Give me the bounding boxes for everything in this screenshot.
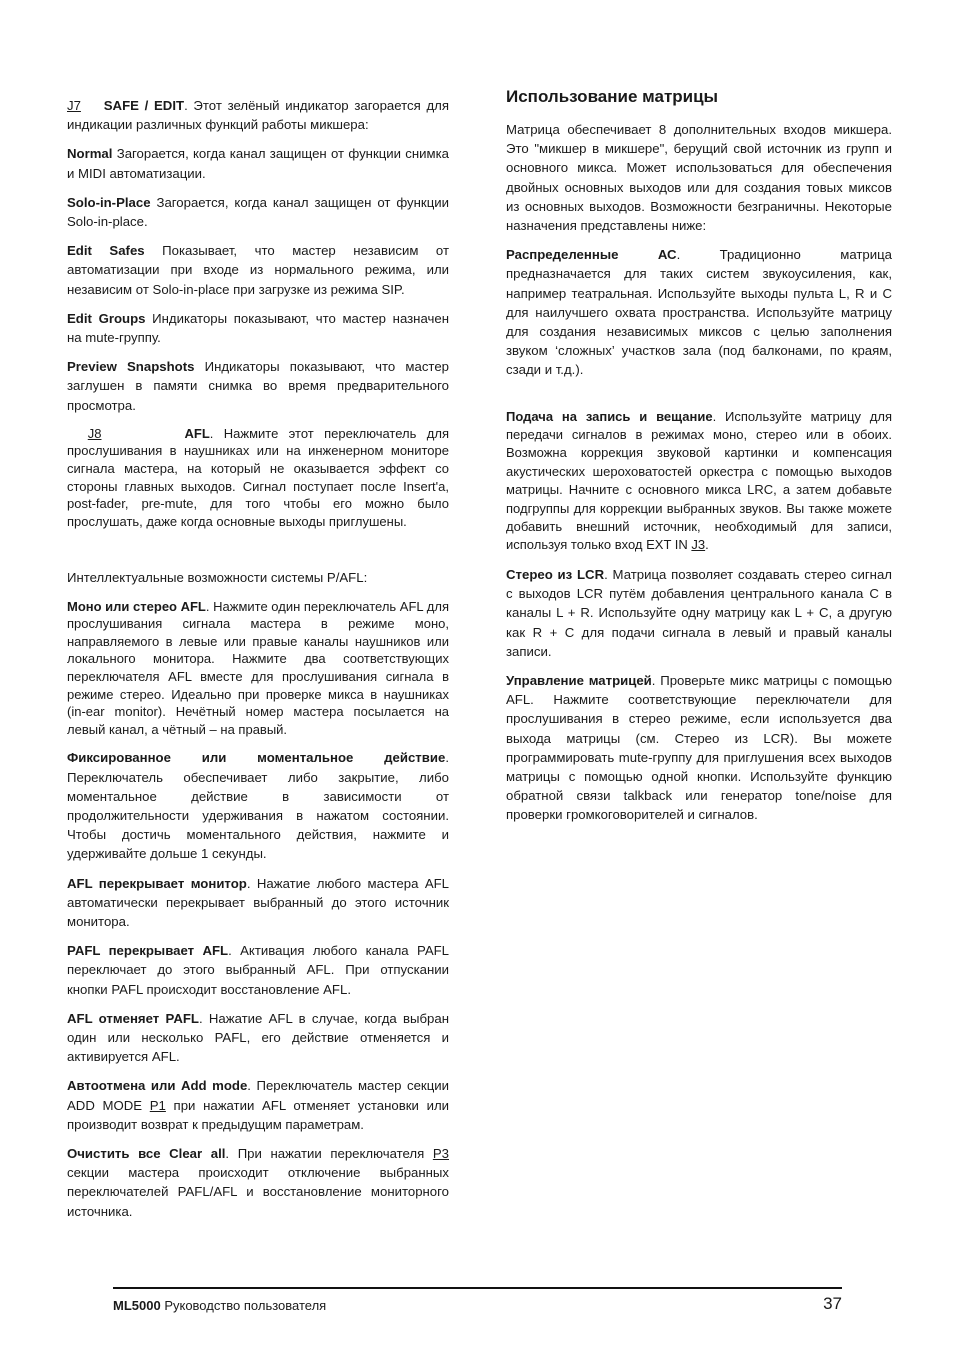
footer-model: ML5000 [113,1298,161,1313]
editgroups-paragraph [67,309,449,347]
clear-text-1: . При нажатии переключателя [225,1146,433,1162]
ctrl-paragraph [506,671,892,825]
j7-paragraph [67,96,449,134]
footer-manual-title: Руководство пользователя [160,1298,327,1313]
preview-title: Preview Snapshots [67,359,195,375]
addmode-paragraph [67,1076,449,1134]
fixed-text: . Переключатель обеспечивает либо закрытие, либо моментальное действие в зависимости от продолжительности удерживания в нажатом состоянии. Чтобы достичь моментального действия, нажмите и удерживайте дольше 1 секунды. [67,750,449,862]
editgroups-title: Edit Groups [67,310,146,326]
matrix-intro: Матрица обеспечивает 8 дополнительных входов микшера. Это "микшер в микшере", берущий свой источник из групп и основного микса. Может использоваться для обеспечения двойных основных выходов или для создания товых миксов из основных выходов. Возможности безграничны. Некоторые назначения представлены ниже: [506,122,892,234]
right-column [506,87,893,835]
ctrl-title: Управление матрицей [506,672,652,688]
footer-title [113,1298,326,1313]
paflafl-title: PAFL перекрывает AFL [67,943,229,959]
spacer [67,540,449,568]
pafl-intro: Интеллектуальные возможности системы P/AFL: [67,570,368,586]
aflcancel-paragraph [67,1009,449,1067]
ref-j8: J8 [87,425,102,441]
left-column [67,96,449,1231]
afl-title: AFL [184,425,210,441]
ref-p3: P3 [432,1146,449,1162]
normal-paragraph [67,144,449,182]
aflmon-text: . Нажатие любого мастера AFL автоматически перекрывает выбранный до этого источник монитора. [67,875,450,929]
normal-title: Normal [67,146,113,162]
ref-j3: J3 [691,537,706,553]
aflmon-paragraph [67,874,449,932]
aflmon-title: AFL перекрывает монитор [67,875,247,891]
sip-text: Загорается, когда канал защищен от функции Solo-in-place. [67,194,449,230]
dist-text: . Традиционно матрица предназначается для таких систем звукоусиления, как, например театральная. Используйте выходы пульта L, R и C для наилучшего охвата пространства. Используйте матрицу для создания независимых миксов с целью заполнения звуком ‘сложных’ участков зала (под балконами, по краям, сзади и т.д.). [506,247,892,378]
dist-paragraph [506,245,892,379]
sip-title: Solo-in-Place [67,194,151,210]
footer-rule [113,1287,842,1289]
paflafl-text: . Активация любого канала PAFL переключает до этого выбранный AFL. При отпускании кнопки PAFL происходит восстановление AFL. [67,943,449,997]
addmode-title: Автоотмена или Add mode [67,1078,248,1094]
mono-title: Моно или стерео AFL [67,598,206,614]
page-number: 37 [823,1294,842,1313]
ctrl-text: . Проверьте микс матрицы с помощью AFL. Нажмите соответствующие переключатели для прослушивания в стерео режиме, если используется два выхода матрицы (см. Стерео из LCR). Вы можете программировать mute-группу для приглушения всех выходов матрицы с помощью одной кнопки. Используйте функцию обратной связи talkback или генератор tone/noise для проверки громкоговорителей и сигналов. [506,672,892,823]
stereo-title: Стерео из LCR [506,566,605,582]
mono-text: . Нажмите один переключатель AFL для прослушивания сигнала мастера в режиме моно, направляемого в левые или правые каналы наушников или локального монитора. Нажмите два соответствующих переключателя AFL вместе для прослушивания сигнала в режиме стерео. Идеально при проверке микса в наушниках (in-ear monitor). Нечётный номер мастера посылается на левый канал, а чётный – на правый. [67,598,449,737]
aflcancel-text: . Нажатие AFL в случае, когда выбран один или несколько PAFL, его действие отменяется и активируется AFL. [67,1010,449,1065]
editsafes-text: Показывает, что мастер независим от автоматизации при входе из нормального режима, или независим от Solo-in-place при загрузке из режима SIP. [67,243,449,297]
preview-paragraph [67,357,449,415]
section-heading: Использование матрицы [506,87,719,106]
rec-text-2: . [705,537,709,553]
addmode-text-2: при нажатии AFL отменяет установки или производит возврат к предыдущим параметрам. [67,1097,449,1132]
normal-text: Загорается, когда канал защищен от функции снимка и MIDI автоматизации. [67,146,449,181]
afl-text: . Нажмите этот переключатель для прослушивания в наушниках или на инженерном мониторе сигнала мастера, на который не оказывается эффект со стороны главных выходов. Сигнал поступает после Insert'a, post-fader, pre-mute, для того чтобы его можно было прослушать, даже когда основные выходы приглушены. [67,425,449,529]
paflafl-paragraph [67,941,449,999]
afl-paragraph [67,425,449,531]
stereo-paragraph [506,565,892,661]
editsafes-title: Edit Safes [67,243,145,259]
rec-title: Подача на запись и вещание [506,408,713,424]
editgroups-text: Индикаторы показывают, что мастер назначен на mute-группу. [67,310,450,346]
rec-text-1: . Используйте матрицу для передачи сигналов в режимах моно, стерео или в обоих. Возможна коррекция звуковой картинки и компенсация акустических шероховатостей оркестра с помощью выходов матрицы. Начните с основного микса LRC, а затем добавьте подгруппы для коррекции выбранных звуков. Вы также можете добавить внешний источник, необходимый для записи, используя только вход EXT IN [506,408,893,553]
clear-title: Очистить все Clear all [67,1146,226,1162]
aflcancel-title: AFL отменяет PAFL [67,1010,199,1026]
dist-title: Распределенные АС [506,247,677,263]
sip-paragraph [67,193,449,231]
ref-j7: J7 [67,98,81,113]
ref-p1: P1 [149,1097,166,1113]
rec-paragraph [506,408,892,555]
editsafes-paragraph [67,241,449,299]
fixed-title: Фиксированное или моментальное действие [67,750,446,766]
addmode-text-1: . Переключатель мастер секции ADD MODE [67,1078,449,1113]
j7-title: SAFE / EDIT [103,98,185,113]
clear-text-2: секции мастера происходит отключение выбранных переключателей PAFL/AFL и восстановление мониторного источника. [67,1165,449,1219]
mono-paragraph [67,598,449,739]
fixed-paragraph [67,748,449,863]
spacer [506,390,892,408]
stereo-text: . Матрица позволяет создавать стерео сигнал с выходов LCR путём добавления центрального канала C в каналы L + R. Используйте одну матрицу как L + C, а другую как R + C для подачи сигнала в левый и правый каналы записи. [506,566,892,659]
clear-paragraph [67,1144,449,1221]
preview-text: Индикаторы показывают, что мастер заглушен в памяти снимка во время предварительного просмотра. [67,359,449,413]
j7-text: . Этот зелёный индикатор загорается для индикации различных функций работы микшера: [67,98,449,133]
